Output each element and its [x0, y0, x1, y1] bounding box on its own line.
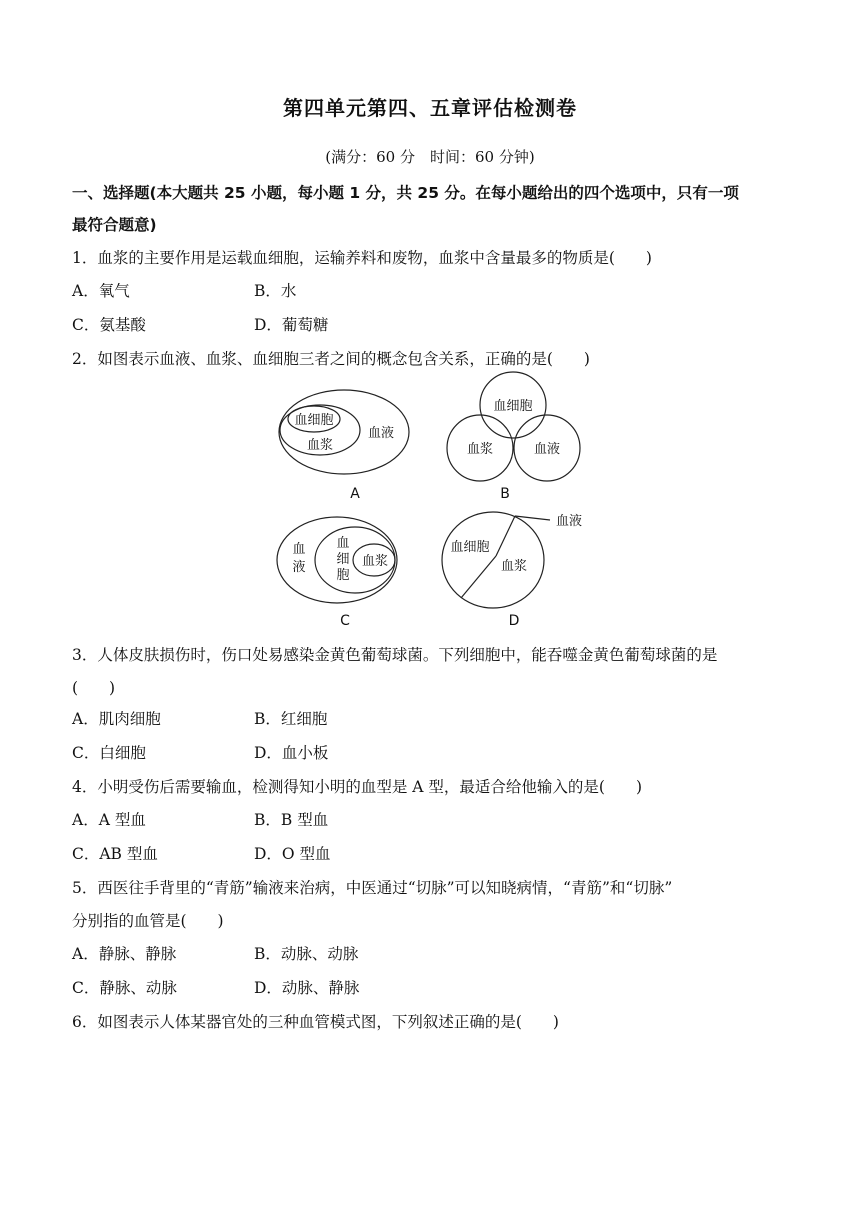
venn-diagram-figure — [0, 370, 860, 635]
q4-option-c: C．AB 型血 — [72, 845, 158, 863]
question-4-text: 4．小明受伤后需要输血，检测得知小明的血型是 A 型，最适合给他输入的是( ) — [72, 778, 643, 796]
fig-a-inner-label: 血细胞 — [294, 413, 334, 428]
q1-option-d: D．葡萄糖 — [254, 316, 329, 334]
question-2-text: 2．如图表示血液、血浆、血细胞三者之间的概念包含关系，正确的是( ) — [72, 350, 590, 368]
fig-d-pointer-label: 血液 — [555, 514, 583, 529]
fig-a-outer-label: 血液 — [367, 426, 395, 441]
q1-option-b: B．水 — [254, 282, 297, 300]
fig-c-inner-label: 血浆 — [361, 554, 389, 569]
page-title: 第四单元第四、五章评估检测卷 — [283, 96, 577, 120]
fig-b-left-label: 血浆 — [466, 442, 494, 457]
question-5-text-line2: 分别指的血管是( ) — [72, 912, 224, 930]
fig-d-right-label: 血浆 — [500, 559, 528, 574]
q3-option-b: B．红细胞 — [254, 710, 328, 728]
fig-a-caption: A — [350, 486, 360, 502]
q5-option-a: A．静脉、静脉 — [72, 945, 177, 963]
question-3-text-line2: ( ) — [72, 679, 116, 697]
q5-option-c: C．静脉、动脉 — [72, 979, 177, 997]
fig-b-top-label: 血细胞 — [493, 399, 533, 414]
fig-b-caption: B — [500, 486, 510, 502]
q1-option-a: A．氧气 — [72, 282, 130, 300]
question-5-text-line1: 5．西医往手背里的“青筋”输液来治病，中医通过“切脉”可以知晓病情，“青筋”和“切脉” — [72, 879, 673, 897]
fig-c-caption: C — [340, 613, 350, 629]
question-3-text-line1: 3．人体皮肤损伤时，伤口处易感染金黄色葡萄球菌。下列细胞中，能吞噬金黄色葡萄球菌的是 — [72, 646, 718, 664]
q4-option-a: A．A 型血 — [72, 811, 146, 829]
exam-info: (满分：60 分 时间：60 分钟) — [325, 148, 535, 166]
section-heading-line2: 最符合题意) — [72, 216, 157, 234]
fig-d-left-label: 血细胞 — [450, 540, 490, 555]
q4-option-d: D．O 型血 — [254, 845, 331, 863]
fig-c-middle-label-2: 细 — [336, 552, 350, 567]
q3-option-a: A．肌肉细胞 — [72, 710, 161, 728]
q3-option-c: C．白细胞 — [72, 744, 146, 762]
q4-option-b: B．B 型血 — [254, 811, 329, 829]
section-heading-line1: 一、选择题(本大题共 25 小题，每小题 1 分，共 25 分。在每小题给出的四个选项中，只有一项 — [72, 184, 739, 202]
question-1-text: 1．血浆的主要作用是运载血细胞，运输养料和废物，血浆中含量最多的物质是( ) — [72, 249, 652, 267]
q1-option-c: C．氨基酸 — [72, 316, 146, 334]
q5-option-d: D．动脉、静脉 — [254, 979, 360, 997]
fig-c-outer-label-2: 液 — [292, 560, 306, 575]
fig-c-middle-label-3: 胞 — [336, 568, 350, 583]
q3-option-d: D．血小板 — [254, 744, 329, 762]
fig-d-caption: D — [508, 613, 520, 629]
fig-c-middle-label-1: 血 — [336, 536, 350, 551]
q5-option-b: B．动脉、动脉 — [254, 945, 359, 963]
fig-b-right-label: 血液 — [533, 442, 561, 457]
fig-c-outer-label-1: 血 — [292, 542, 306, 557]
question-6-text: 6．如图表示人体某器官处的三种血管模式图，下列叙述正确的是( ) — [72, 1013, 559, 1031]
fig-a-middle-label: 血浆 — [306, 438, 334, 453]
fig-d-divider-upper — [496, 516, 515, 556]
fig-d-divider-lower — [461, 556, 496, 598]
